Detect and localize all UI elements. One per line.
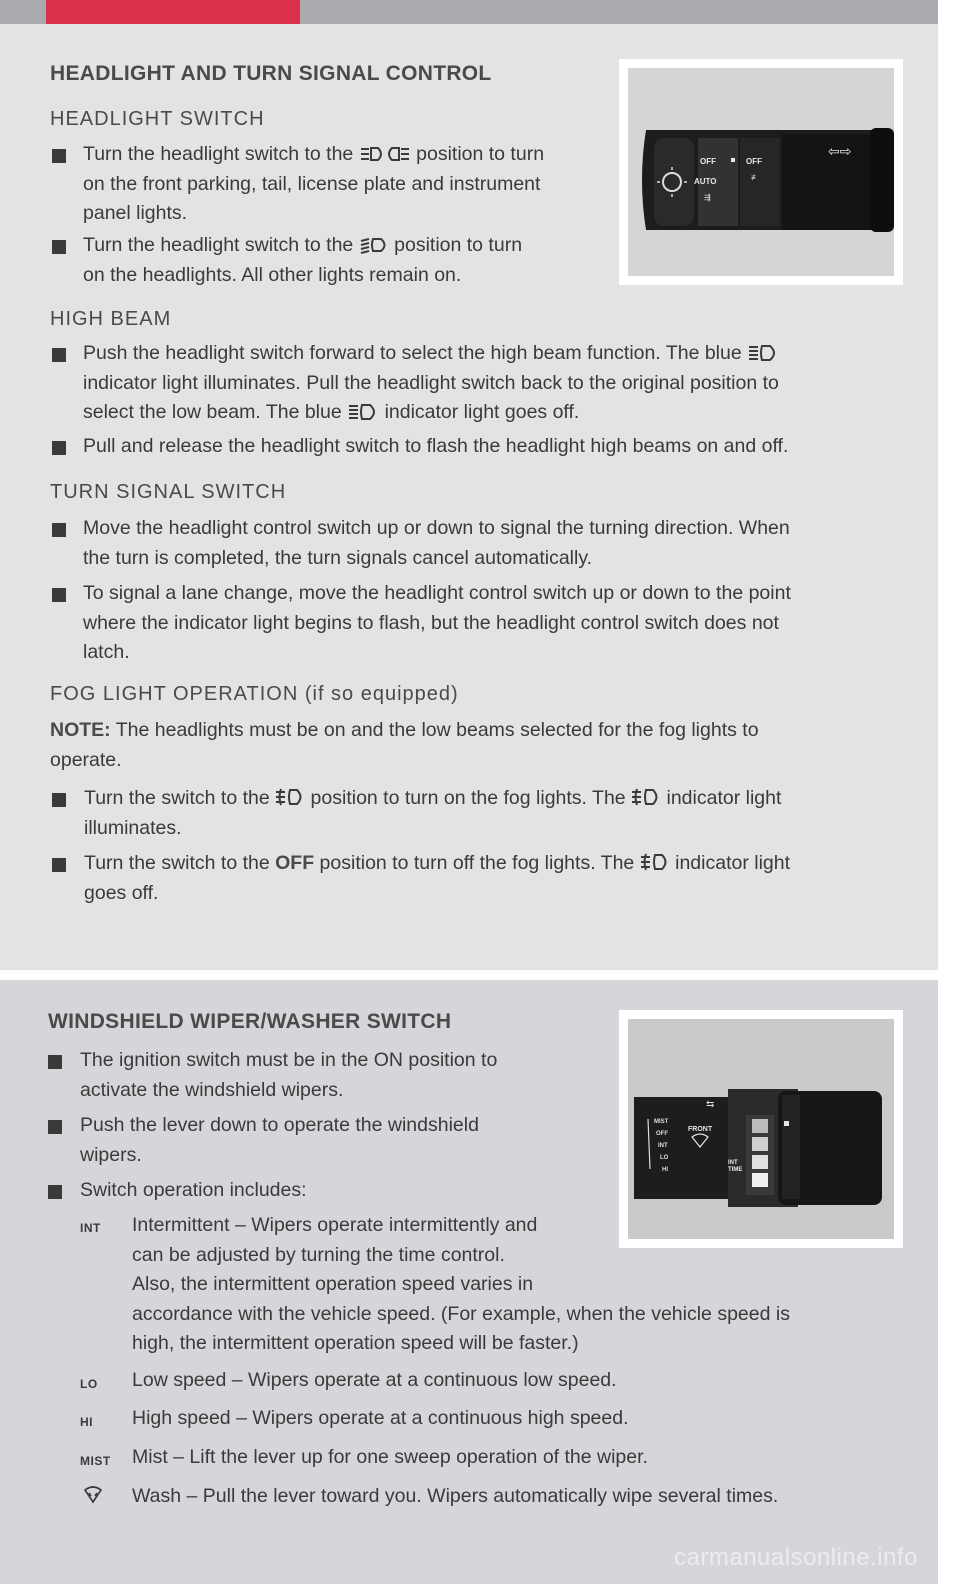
text: panel lights.	[83, 202, 188, 224]
headlight-switch-photo	[619, 59, 903, 285]
text: select the low beam. The blue	[83, 401, 342, 423]
text: accordance with the vehicle speed. (For example, when the vehicle speed is	[132, 1302, 790, 1325]
wiper-switch-photo	[619, 1010, 903, 1248]
text: illuminates.	[84, 816, 182, 839]
text: The headlights must be on and the low beams selected for the fog lights to	[115, 719, 759, 741]
wiper-lever-image	[628, 1019, 894, 1239]
bullet	[48, 1120, 62, 1134]
photo-label-time: TIME	[728, 1167, 743, 1173]
turn-signal-heading: TURN SIGNAL SWITCH	[50, 481, 287, 503]
svg-text:≢: ≢	[751, 173, 759, 182]
text: indicator light goes off.	[384, 401, 580, 423]
accent-tab	[46, 0, 300, 24]
text: on the front parking, tail, license plate and instrument	[83, 172, 541, 195]
text: Turn the switch to the	[84, 852, 270, 874]
photo-label-off-fog: OFF	[746, 157, 762, 166]
top-bar	[0, 0, 938, 24]
hi-description: High speed – Wipers operate at a continuous high speed.	[132, 1407, 629, 1429]
bullet	[52, 348, 66, 362]
text: position to turn	[416, 143, 545, 165]
bullet	[52, 793, 66, 807]
headlight-switch-bullet-2	[83, 231, 603, 290]
text: Move the headlight control switch up or down to signal the turning direction. When	[83, 517, 790, 539]
text: To signal a lane change, move the headlight control switch up or down to the point	[83, 582, 791, 604]
fog-light-icon	[631, 787, 661, 807]
high-beam-icon	[347, 403, 379, 421]
text: the turn is completed, the turn signals cancel automatically.	[83, 546, 593, 569]
mist-label: MIST	[80, 1454, 111, 1468]
bullet	[48, 1185, 62, 1199]
turn-signal-bullet-2	[83, 579, 923, 668]
text: Push the lever down to operate the windshield	[80, 1114, 479, 1136]
turn-arrows-icon: ⇦⇨	[828, 143, 852, 159]
bullet	[52, 149, 66, 163]
fog-note	[50, 716, 910, 775]
photo-label-off: OFF	[656, 1131, 668, 1137]
headlight-lever-image	[628, 68, 894, 276]
section-title: HEADLIGHT AND TURN SIGNAL CONTROL	[50, 62, 492, 85]
text: position to turn off the fog lights. The	[319, 852, 635, 874]
parking-light-icon	[359, 145, 411, 163]
high-beam-bullet-1	[83, 339, 913, 428]
bullet	[52, 588, 66, 602]
bullet	[48, 1055, 62, 1069]
high-beam-icon	[747, 344, 779, 362]
photo-label-hi: HI	[662, 1167, 668, 1173]
headlight-switch-heading: HEADLIGHT SWITCH	[50, 108, 265, 130]
high-beam-bullet-2: Pull and release the headlight switch to flash the headlight high beams on and off.	[83, 435, 789, 457]
text: Intermittent – Wipers operate intermittently and	[132, 1214, 538, 1236]
high-beam-heading: HIGH BEAM	[50, 308, 172, 330]
text: activate the windshield wipers.	[80, 1078, 344, 1101]
text: on the headlights. All other lights remain on.	[83, 263, 462, 286]
photo-label-int-time: INT	[728, 1160, 738, 1166]
wiper-bullet-3: Switch operation includes:	[80, 1179, 307, 1201]
fog-light-icon	[275, 787, 305, 807]
washer-icon	[82, 1485, 104, 1505]
bullet	[52, 240, 66, 254]
fog-light-icon	[640, 852, 670, 872]
text: operate.	[50, 748, 122, 771]
photo-label-mist: MIST	[654, 1119, 669, 1125]
fog-bullet-2	[84, 849, 914, 908]
text: high, the intermittent operation speed will be faster.)	[132, 1332, 579, 1354]
wash-description: Wash – Pull the lever toward you. Wipers automatically wipe several times.	[132, 1485, 779, 1507]
note-label: NOTE:	[50, 719, 111, 741]
wiper-bullet-2	[80, 1111, 600, 1170]
turn-signal-bullet-1	[83, 514, 923, 573]
photo-label-int: INT	[658, 1143, 668, 1149]
text: wipers.	[80, 1143, 142, 1166]
text: Turn the headlight switch to the	[83, 234, 354, 256]
text: indicator light	[675, 852, 791, 874]
photo-label-off: OFF	[700, 157, 716, 166]
fog-light-heading: FOG LIGHT OPERATION (if so equipped)	[50, 683, 459, 705]
bullet	[52, 523, 66, 537]
wash-symbol: ⇆	[706, 1099, 715, 1110]
watermark: carmanualsonline.info	[674, 1544, 918, 1571]
off-label: OFF	[275, 852, 315, 874]
text: latch.	[83, 641, 130, 663]
text: Turn the headlight switch to the	[83, 143, 354, 165]
headlight-switch-bullet-1	[83, 140, 603, 229]
text: position to turn on the fog lights. The	[310, 787, 626, 809]
text: where the indicator light begins to flash, but the headlight control switch does not	[83, 611, 779, 634]
text: position to turn	[394, 234, 523, 256]
lo-description: Low speed – Wipers operate at a continuous low speed.	[132, 1369, 617, 1391]
photo-label-front: FRONT	[688, 1126, 713, 1133]
bullet	[52, 858, 66, 872]
mist-description: Mist – Lift the lever up for one sweep operation of the wiper.	[132, 1446, 648, 1468]
photo-label-lo: LO	[660, 1155, 669, 1161]
wiper-bullet-1	[80, 1046, 600, 1105]
text: Push the headlight switch forward to select the high beam function. The blue	[83, 342, 742, 364]
lo-label: LO	[80, 1377, 98, 1391]
bullet	[52, 441, 66, 455]
text: goes off.	[84, 881, 159, 904]
text: indicator light	[666, 787, 782, 809]
text: The ignition switch must be in the ON position to	[80, 1049, 498, 1071]
section-title: WINDSHIELD WIPER/WASHER SWITCH	[48, 1010, 452, 1033]
headlight-section	[0, 24, 938, 970]
photo-label-auto: AUTO	[694, 177, 717, 186]
hi-label: HI	[80, 1415, 93, 1429]
text: can be adjusted by turning the time control.	[132, 1243, 505, 1266]
fog-bullet-1	[84, 784, 914, 843]
text: Turn the switch to the	[84, 787, 270, 809]
svg-text:⇶: ⇶	[704, 193, 711, 202]
text: indicator light illuminates. Pull the headlight switch back to the original position to	[83, 371, 779, 394]
low-beam-icon	[359, 236, 389, 254]
int-label: INT	[80, 1221, 101, 1235]
text: Also, the intermittent operation speed varies in	[132, 1273, 534, 1295]
wiper-section	[0, 980, 938, 1584]
